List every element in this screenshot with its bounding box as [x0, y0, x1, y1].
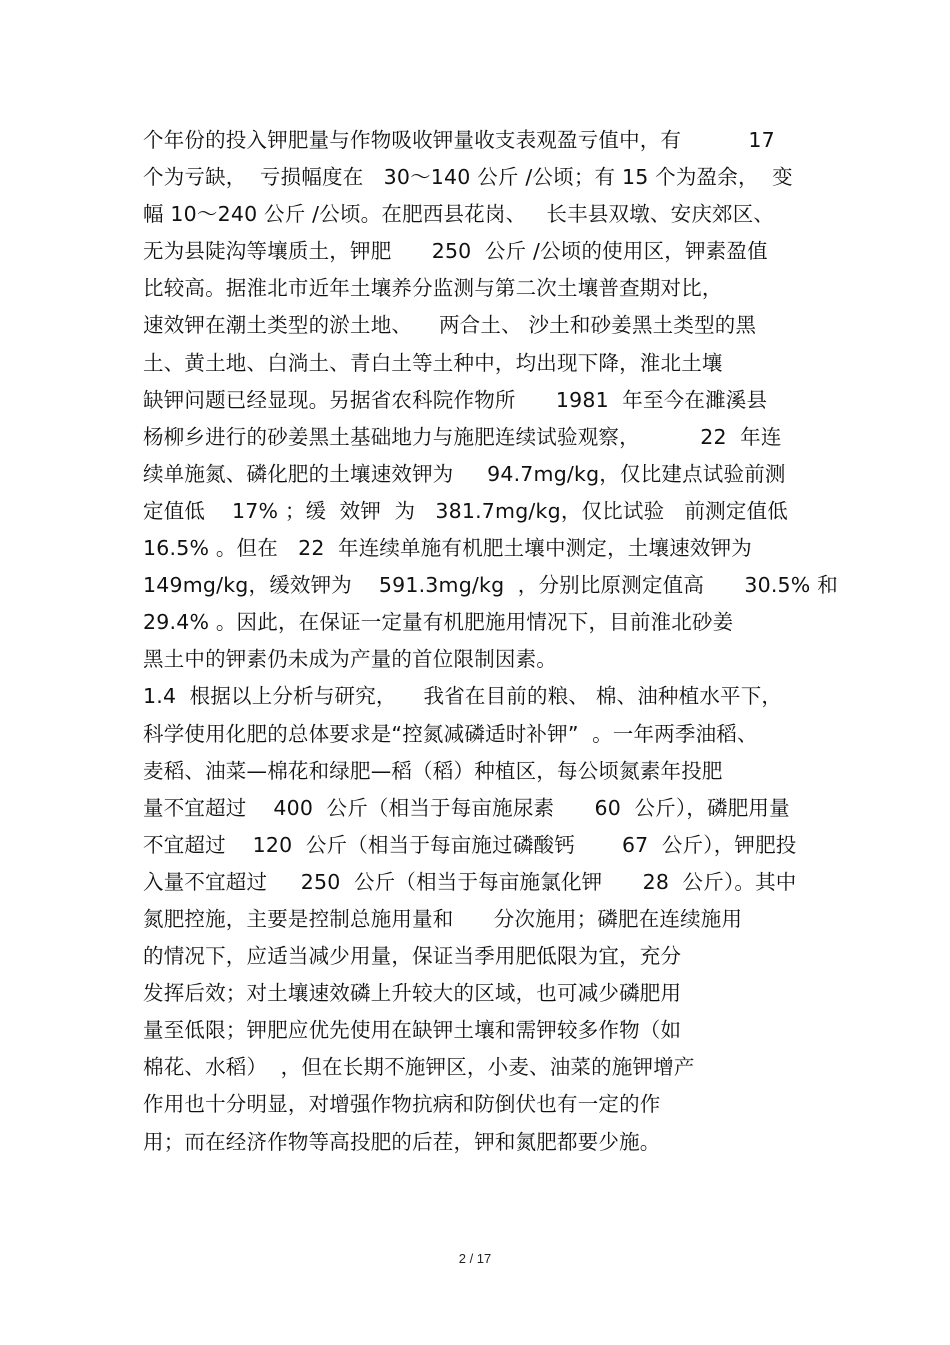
text-line-8: 缺钾问题已经显现。另据省农科院作物所 1981 年至今在濉溪县 [143, 387, 768, 412]
text-line-27: 作用也十分明显，对增强作物抗病和防倒伏也有一定的作 [143, 1092, 661, 1117]
text-line-10: 续单施氮、磷化肥的土壤速效钾为 94.7mg/kg，仅比建点试验前测 [143, 461, 786, 486]
text-line-4: 无为县陡沟等壤质土，钾肥 250 公斤 /公顷的使用区，钾素盈值 [143, 239, 768, 264]
body-text [143, 122, 838, 1161]
text-line-13: 149mg/kg，缓效钾为 591.3mg/kg ，分别比原测定值高 30.5% 和 [143, 573, 838, 598]
text-line-18: 麦稻、油菜—棉花和绿肥—稻（稻）种植区，每公顷氮素年投肥 [143, 758, 723, 783]
text-line-17: 科学使用化肥的总体要求是“控氮减磷适时补钾” 。一年两季油稻、 [143, 721, 758, 746]
text-line-2: 个为亏缺， 亏损幅度在 30～140 公斤 /公顷；有 15 个为盈余， 变 [143, 165, 793, 190]
text-line-12: 16.5% 。但在 22 年连续单施有机肥土壤中测定，土壤速效钾为 [143, 536, 753, 561]
text-line-6: 速效钾在潮土类型的淤土地、 两合土、 沙土和砂姜黑土类型的黑 [143, 313, 757, 338]
text-line-5: 比较高。据淮北市近年土壤养分监测与第二次土壤普查期对比， [143, 276, 723, 301]
text-line-9: 杨柳乡进行的砂姜黑土基础地力与施肥连续试验观察， 22 年连 [143, 424, 782, 449]
text-line-11: 定值低 17% ；缓 效钾 为 381.7mg/kg，仅比试验 前测定值低 [143, 498, 788, 523]
text-line-1: 个年份的投入钾肥量与作物吸收钾量收支表观盈亏值中，有 17 [143, 128, 775, 152]
text-line-26: 棉花、水稻） ，但在长期不施钾区，小麦、油菜的施钾增产 [143, 1055, 695, 1080]
text-line-28: 用；而在经济作物等高投肥的后茬，钾和氮肥都要少施。 [143, 1129, 661, 1154]
page-number: 2 / 17 [458, 1251, 492, 1266]
text-line-14: 29.4% 。因此，在保证一定量有机肥施用情况下，目前淮北砂姜 [143, 610, 734, 635]
text-line-23: 的情况下，应适当减少用量，保证当季用肥低限为宜，充分 [143, 944, 682, 969]
text-line-3: 幅 10～240 公斤 /公顷。在肥西县花岗、 长丰县双墩、安庆郊区、 [143, 202, 775, 227]
text-line-20: 不宜超过 120 公斤（相当于每亩施过磷酸钙 67 公斤），钾肥投 [143, 832, 797, 857]
text-line-7: 土、黄土地、白淌土、青白土等土种中，均出现下降，淮北土壤 [143, 350, 723, 375]
text-line-21: 入量不宜超过 250 公斤（相当于每亩施氯化钾 28 公斤）。其中 [143, 869, 797, 894]
text-line-16: 1.4 根据以上分析与研究， 我省在目前的粮、 棉、油种植水平下， [143, 684, 783, 709]
text-line-22: 氮肥控施，主要是控制总施用量和 分次施用；磷肥在连续施用 [143, 906, 743, 931]
text-line-15: 黑土中的钾素仍未成为产量的首位限制因素。 [143, 647, 557, 672]
text-line-19: 量不宜超过 400 公斤（相当于每亩施尿素 60 公斤），磷肥用量 [143, 795, 790, 820]
text-line-24: 发挥后效；对土壤速效磷上升较大的区域，也可减少磷肥用 [143, 981, 682, 1006]
text-line-25: 量至低限；钾肥应优先使用在缺钾土壤和需钾较多作物（如 [143, 1018, 682, 1043]
